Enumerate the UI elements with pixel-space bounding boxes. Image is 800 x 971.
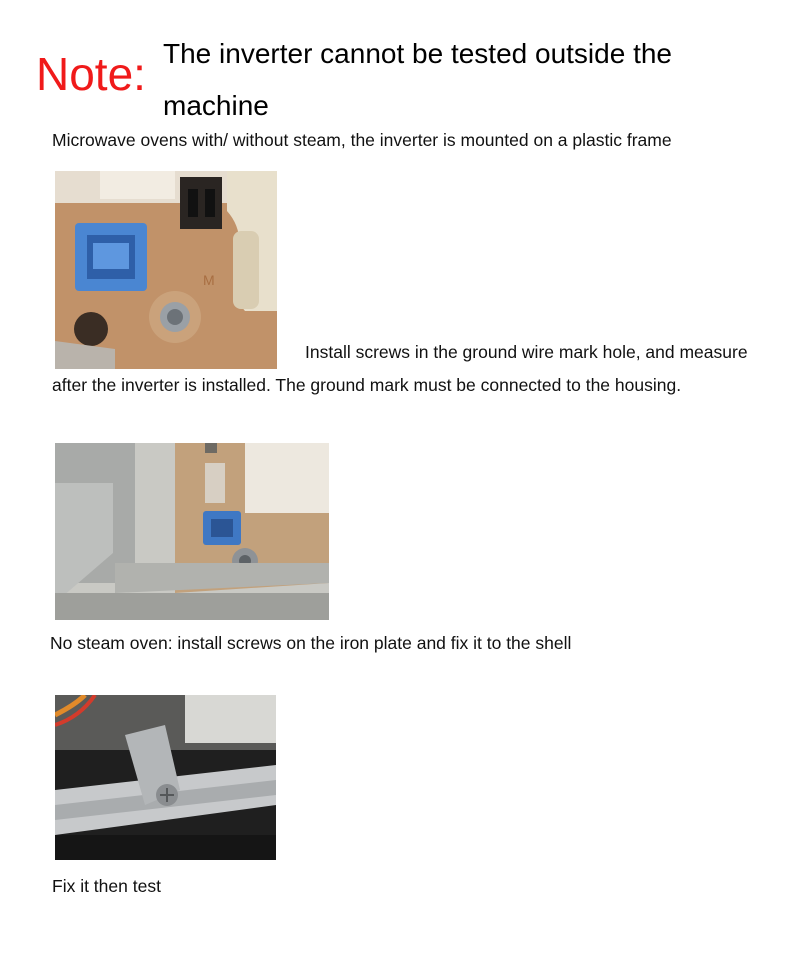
final-step-text: Fix it then test [52,876,161,896]
iron-plate-screw-photo [55,695,276,860]
ground-mark-paragraph: Install screws in the ground wire mark hole, and measure after the inverter is installed. The ground mark must be connected to the housing. [52,342,748,395]
note-label: Note: [36,48,146,100]
inverter-installed-photo [55,443,329,620]
note-headline: The inverter cannot be tested outside the machine [163,38,672,121]
intro-text: Microwave ovens with/ without steam, the inverter is mounted on a plastic frame [52,130,672,150]
no-steam-text: No steam oven: install screws on the iron plate and fix it to the shell [50,633,572,653]
svg-text:M: M [203,272,215,288]
